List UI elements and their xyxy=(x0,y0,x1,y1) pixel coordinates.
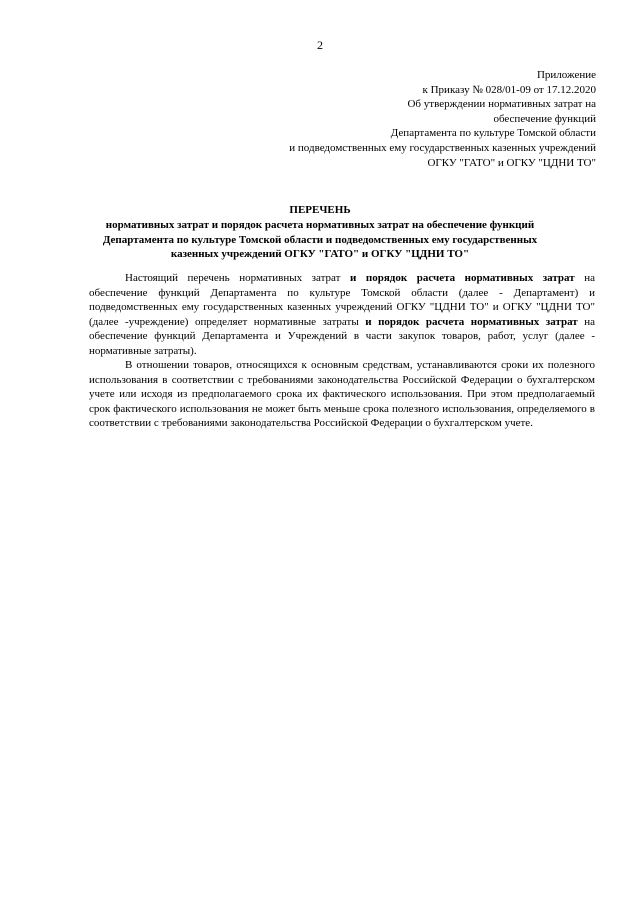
appendix-line: ОГКУ "ГАТО" и ОГКУ "ЦДНИ ТО" xyxy=(427,156,596,169)
paragraph-2: В отношении товаров, относящихся к основным средствам, устанавливаются сроки их полезного использования в соответствии с требованиями законодательства Российской Федерации о бухгалтерском учете или исходя из предполагаемого срока их фактического использования. При этом предполагаемый срок фактического использования не может быть меньше срока полезного использования, определяемого в соответствии с требованиями законодательства Российской Федерации о бухгалтерском учете. xyxy=(89,359,595,429)
paragraph-1-text: на обеспечение функций Департамента и Учреждений в части закупок товаров, работ, услуг (далее - нормативные затраты). xyxy=(89,315,595,357)
appendix-header xyxy=(196,68,596,170)
page-number: 2 xyxy=(317,38,323,52)
appendix-line: к Приказу № 028/01-09 от 17.12.2020 xyxy=(422,83,596,96)
paragraph-1-text: Настоящий перечень нормативных затрат xyxy=(125,272,350,284)
paragraph-1-text: на обеспечение функций Департамента по культуре Томской области (далее - Департамент) и подведомственных ему государственных казенных учреждений ОГКУ "ЦДНИ ТО" и ОГКУ "ЦДНИ ТО" (далее -учреждение) определяет нормативные затраты xyxy=(89,272,595,328)
appendix-line: Приложение xyxy=(536,69,596,81)
paragraph-1 xyxy=(89,271,595,358)
document-title xyxy=(60,203,580,262)
title-subtitle-line: нормативных затрат и порядок расчета нормативных затрат на обеспечение функций xyxy=(105,219,535,232)
document-body xyxy=(89,271,595,431)
appendix-line: обеспечение функций xyxy=(493,112,596,125)
appendix-line: Департамента по культуре Томской области xyxy=(390,127,596,140)
title-subtitle-line: казенных учреждений ОГКУ "ГАТО" и ОГКУ "ЦДНИ ТО" xyxy=(170,248,470,261)
title-subtitle-line: Департамента по культуре Томской области и подведомственных ему государственных xyxy=(102,233,538,246)
title-heading: ПЕРЕЧЕНЬ xyxy=(289,204,351,216)
paragraph-1-bold: и порядок расчета нормативных затрат xyxy=(350,272,575,284)
appendix-line: Об утверждении нормативных затрат на xyxy=(407,98,596,111)
appendix-line: и подведомственных ему государственных казенных учреждений xyxy=(289,141,596,154)
paragraph-1-bold: и порядок расчета нормативных затрат xyxy=(365,315,578,328)
